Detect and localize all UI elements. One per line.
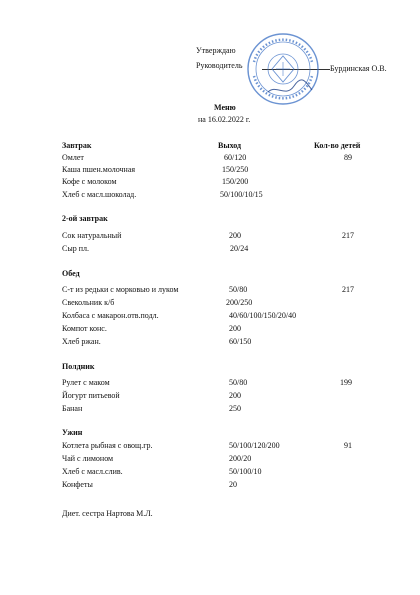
- item-yield: 50/100/120/200: [229, 441, 280, 450]
- item-yield: 60/150: [229, 337, 252, 346]
- approval-line-2: Руководитель: [196, 61, 243, 70]
- section-kids: 91: [344, 441, 352, 450]
- menu-item: Хлеб с масл.шоколад.: [62, 190, 137, 199]
- menu-item: Кофе с молоком: [62, 177, 117, 186]
- menu-item: Хлеб ржан.: [62, 337, 101, 346]
- item-yield: 150/250: [222, 165, 249, 174]
- item-yield: 200/250: [226, 298, 253, 307]
- item-yield: 50/100/10: [229, 467, 262, 476]
- menu-item: Колбаса с макарон.отв.подл.: [62, 311, 159, 320]
- item-yield: 20: [229, 480, 237, 489]
- item-yield: 200/20: [229, 454, 252, 463]
- menu-item: Конфеты: [62, 480, 93, 489]
- header-meal: Завтрак: [62, 141, 92, 150]
- item-yield: 200: [229, 324, 241, 333]
- item-yield: 150/200: [222, 177, 249, 186]
- section-kids: 199: [340, 378, 352, 387]
- section-title: Полдник: [62, 362, 95, 371]
- menu-item: Чай с лимоном: [62, 454, 114, 463]
- section-kids: 217: [342, 231, 354, 240]
- menu-item: Свекольник к/б: [62, 298, 115, 307]
- section-kids: 89: [344, 153, 352, 162]
- menu-item: Сыр пл.: [62, 244, 89, 253]
- header-kids: Кол-во детей: [314, 141, 361, 150]
- menu-item: Котлета рыбная с овощ.гр.: [62, 441, 153, 450]
- section-title: Ужин: [62, 428, 83, 437]
- menu-title: Меню: [214, 103, 236, 112]
- menu-item: Хлеб с масл.слив.: [62, 467, 123, 476]
- menu-item: С-т из редьки с морковью и луком: [62, 285, 179, 294]
- item-yield: 60/120: [224, 153, 247, 162]
- menu-item: Рулет с маком: [62, 378, 110, 387]
- menu-item: Сок натуральный: [62, 231, 122, 240]
- item-yield: 50/80: [229, 285, 248, 294]
- official-stamp-icon: [246, 32, 320, 106]
- menu-item: Омлет: [62, 153, 84, 162]
- footer-signature: Диет. сестра Нартова М.Л.: [62, 509, 153, 518]
- item-yield: 50/100/10/15: [220, 190, 263, 199]
- menu-date: на 16.02.2022 г.: [198, 115, 251, 124]
- item-yield: 50/80: [229, 378, 248, 387]
- item-yield: 200: [229, 391, 241, 400]
- approval-line-1: Утверждаю: [196, 46, 236, 55]
- item-yield: 20/24: [230, 244, 249, 253]
- menu-item: Йогурт питьевой: [62, 391, 120, 400]
- section-title: 2-ой завтрак: [62, 214, 108, 223]
- item-yield: 200: [229, 231, 241, 240]
- section-title: Обед: [62, 269, 80, 278]
- item-yield: 250: [229, 404, 241, 413]
- section-kids: 217: [342, 285, 354, 294]
- menu-item: Компот конс.: [62, 324, 107, 333]
- header-yield: Выход: [218, 141, 242, 150]
- menu-item: Каша пшен.молочная: [62, 165, 136, 174]
- menu-item: Банан: [62, 404, 83, 413]
- item-yield: 40/60/100/150/20/40: [229, 311, 297, 320]
- approval-signer: Бурдинская О.В.: [330, 64, 387, 73]
